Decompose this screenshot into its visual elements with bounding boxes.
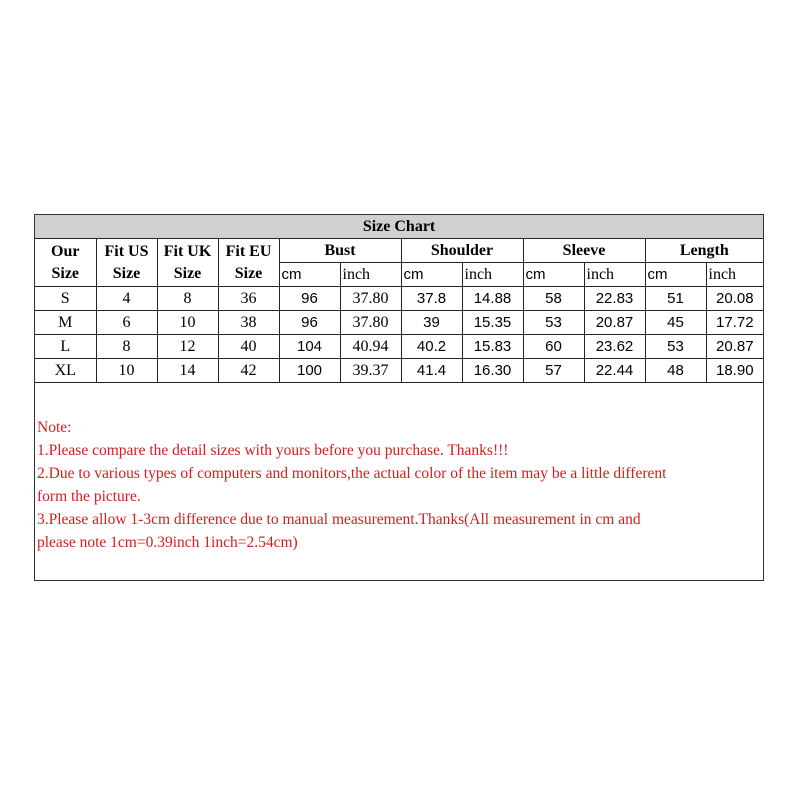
cell-bust-inch: 37.80 (340, 311, 401, 335)
size-table (35, 215, 763, 383)
cell-sleeve-inch: 22.44 (584, 359, 645, 383)
cell-length-cm: 48 (645, 359, 706, 383)
table-title: Size Chart (35, 215, 763, 239)
cell-sleeve-cm: 53 (523, 311, 584, 335)
note-line-2: 2.Due to various types of computers and monitors,the actual color of the item may be a little different (37, 465, 667, 482)
header-fit-us: Fit US Size (96, 239, 157, 287)
unit-inch: inch (340, 263, 401, 287)
cell-bust-cm: 100 (279, 359, 340, 383)
cell-length-cm: 45 (645, 311, 706, 335)
cell-bust-cm: 96 (279, 287, 340, 311)
cell-sleeve-cm: 57 (523, 359, 584, 383)
cell-shoulder-cm: 39 (401, 311, 462, 335)
cell-shoulder-inch: 14.88 (462, 287, 523, 311)
cell-fit-eu: 38 (218, 311, 279, 335)
cell-fit-uk: 8 (157, 287, 218, 311)
cell-length-inch: 18.90 (706, 359, 763, 383)
cell-bust-cm: 96 (279, 311, 340, 335)
cell-length-cm: 53 (645, 335, 706, 359)
cell-shoulder-inch: 16.30 (462, 359, 523, 383)
cell-fit-eu: 40 (218, 335, 279, 359)
cell-fit-us: 8 (96, 335, 157, 359)
cell-bust-inch: 37.80 (340, 287, 401, 311)
note-line-3-cont: please note 1cm=0.39inch 1inch=2.54cm) (37, 534, 298, 551)
cell-our-size: L (35, 335, 96, 359)
cell-sleeve-cm: 60 (523, 335, 584, 359)
unit-cm: cm (523, 263, 584, 287)
unit-inch: inch (706, 263, 763, 287)
cell-bust-inch: 39.37 (340, 359, 401, 383)
cell-fit-uk: 10 (157, 311, 218, 335)
cell-length-inch: 20.08 (706, 287, 763, 311)
cell-fit-us: 4 (96, 287, 157, 311)
cell-bust-inch: 40.94 (340, 335, 401, 359)
cell-sleeve-inch: 23.62 (584, 335, 645, 359)
cell-shoulder-inch: 15.35 (462, 311, 523, 335)
unit-cm: cm (401, 263, 462, 287)
cell-bust-cm: 104 (279, 335, 340, 359)
note-line-1: 1.Please compare the detail sizes with yours before you purchase. Thanks!!! (37, 442, 509, 459)
unit-cm: cm (279, 263, 340, 287)
header-fit-uk: Fit UK Size (157, 239, 218, 287)
table-row (35, 311, 763, 335)
cell-length-inch: 20.87 (706, 335, 763, 359)
cell-shoulder-cm: 41.4 (401, 359, 462, 383)
cell-fit-us: 10 (96, 359, 157, 383)
cell-fit-eu: 36 (218, 287, 279, 311)
cell-shoulder-cm: 37.8 (401, 287, 462, 311)
unit-inch: inch (462, 263, 523, 287)
cell-our-size: M (35, 311, 96, 335)
cell-fit-us: 6 (96, 311, 157, 335)
cell-our-size: S (35, 287, 96, 311)
table-row (35, 359, 763, 383)
unit-cm: cm (645, 263, 706, 287)
header-length: Length (645, 239, 763, 263)
cell-fit-uk: 12 (157, 335, 218, 359)
cell-shoulder-cm: 40.2 (401, 335, 462, 359)
header-fit-eu: Fit EU Size (218, 239, 279, 287)
notes-section (37, 416, 757, 554)
cell-sleeve-cm: 58 (523, 287, 584, 311)
cell-our-size: XL (35, 359, 96, 383)
table-row (35, 287, 763, 311)
cell-length-cm: 51 (645, 287, 706, 311)
cell-sleeve-inch: 20.87 (584, 311, 645, 335)
table-row (35, 335, 763, 359)
cell-shoulder-inch: 15.83 (462, 335, 523, 359)
cell-fit-uk: 14 (157, 359, 218, 383)
cell-sleeve-inch: 22.83 (584, 287, 645, 311)
unit-inch: inch (584, 263, 645, 287)
header-sleeve: Sleeve (523, 239, 645, 263)
note-heading: Note: (37, 419, 72, 436)
header-our-size: Our Size (35, 239, 96, 287)
header-bust: Bust (279, 239, 401, 263)
header-shoulder: Shoulder (401, 239, 523, 263)
note-line-3: 3.Please allow 1-3cm difference due to manual measurement.Thanks(All measurement in cm and (37, 511, 641, 528)
note-line-2-cont: form the picture. (37, 488, 141, 505)
size-chart (34, 214, 764, 581)
cell-fit-eu: 42 (218, 359, 279, 383)
cell-length-inch: 17.72 (706, 311, 763, 335)
